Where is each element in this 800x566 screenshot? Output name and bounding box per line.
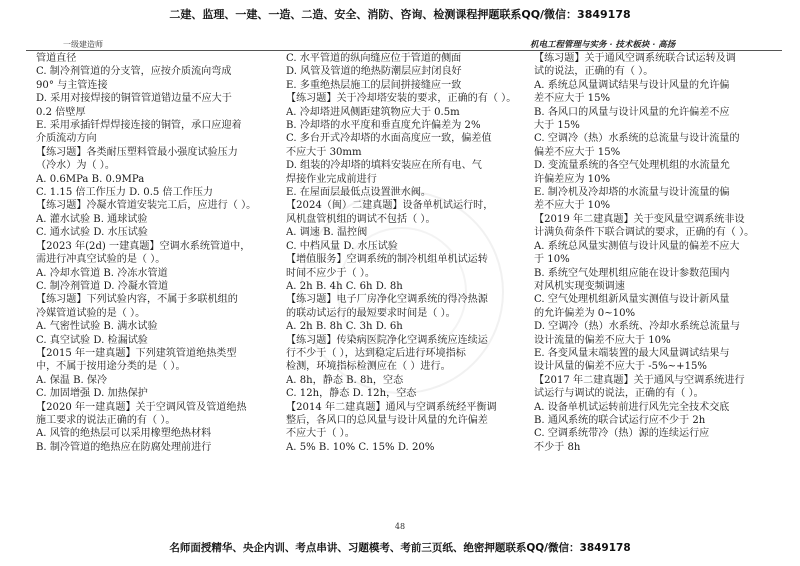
header-rule — [26, 50, 782, 51]
text-line: A. 保温 B. 保冷 — [36, 374, 108, 386]
text-line: 【2017 年二建真题】关于通风与空调系统进行 — [534, 374, 745, 386]
text-line: E. 多重绝热层施工的层间拼接缝应一致 — [286, 79, 462, 91]
text-line: 【2023 年(2d) 一建真题】空调水系统管道中， — [36, 240, 251, 252]
text-line: B. 制冷管道的绝热应在防腐处理前进行 — [36, 441, 212, 453]
text-line: D. 风管及管道的绝热防潮层应封闭良好 — [286, 66, 462, 78]
text-line: D. 采用对接焊接的铜管管道错边量不应大于 — [36, 93, 232, 105]
text-line: 【2024（闽）二建真题】设备单机试运行时， — [286, 200, 494, 212]
header-left-title: 一级建造师 — [63, 40, 103, 49]
text-line: A. 冷却塔进风侧距建筑物应大于 0.5m — [286, 106, 460, 118]
text-line: A. 气密性试验 B. 满水试验 — [36, 321, 158, 333]
text-line: C. 空调冷（热）水系统的总流量与设计流量的 — [534, 133, 740, 145]
text-line: 【练习题】传染病医院净化空调系统应连续运 — [286, 334, 488, 346]
text-line: C. 真空试验 D. 检漏试验 — [36, 334, 148, 346]
text-line: A. 调速 B. 温控阀 — [286, 227, 368, 239]
text-line: 风机盘管机组的调试不包括（ ）。 — [286, 213, 436, 225]
text-line: A. 5% B. 10% C. 15% D. 20% — [286, 441, 435, 453]
text-line: 施工要求的说法正确的有（ ）。 — [36, 414, 176, 426]
text-line: 的允许偏差为 0~10% — [534, 307, 636, 319]
text-line: C. 制冷剂管道的分支管，应按介质流向弯成 — [36, 66, 232, 78]
text-line: 差不应大于 15% — [534, 93, 611, 105]
text-line: 不应大于（ ）。 — [286, 428, 355, 440]
text-line: 中，不属于按用途分类的是（ ）。 — [36, 361, 186, 373]
text-column-2 — [286, 52, 522, 512]
text-line: B. 冷却塔的水平度和垂直度允许偏差为 2% — [286, 120, 481, 132]
text-line: 管道直径 — [36, 53, 77, 64]
text-line: 不少于 8h — [534, 441, 581, 453]
text-line: 差不应大于 10% — [534, 200, 611, 212]
text-line: 设计流量的偏差不应大于 10% — [534, 334, 671, 346]
text-line: A. 系统总风量调试结果与设计风量的允许偏 — [534, 79, 730, 91]
text-line: C. 12h，静态 D. 12h，空态 — [286, 388, 417, 400]
text-line: A. 2h B. 8h C. 3h D. 6h — [286, 321, 403, 333]
text-line: 冷媒管道试验的是（ ）。 — [36, 307, 146, 319]
text-line: A. 灌水试验 B. 通球试验 — [36, 213, 148, 225]
text-line: C. 空气处理机组新风量实测值与设计新风量 — [534, 294, 730, 306]
text-line: C. 中档风量 D. 水压试验 — [286, 240, 398, 252]
text-line: 【2020 年一建真题】关于空调风管及管道绝热 — [36, 401, 247, 413]
text-line: E. 制冷机及冷却塔的水流量与设计流量的偏 — [534, 187, 730, 199]
text-line: 【2019 年二建真题】关于变风量空调系统非设 — [534, 213, 745, 225]
text-line: （冷水）为（ ）。 — [36, 160, 115, 172]
text-line: 的联动试运行的最短要求时间是（ ）。 — [286, 307, 456, 319]
text-line: 不应大于 30mm — [286, 146, 362, 158]
text-line: 许偏差应为 10% — [534, 173, 611, 185]
text-line: C. 多台开式冷却塔的水面高度应一致，偏差值 — [286, 133, 492, 145]
text-line: C. 通水试验 D. 水压试验 — [36, 227, 148, 239]
text-line: A. 2h B. 4h C. 6h D. 8h — [286, 280, 403, 292]
text-line: 【增值服务】空调系统的制冷机组单机试运转 — [286, 254, 488, 266]
text-line: B. 通风系统的联合试运行应不少于 2h — [534, 414, 706, 426]
text-line: C. 加固增强 D. 加热保护 — [36, 388, 148, 400]
text-column-3 — [534, 52, 770, 512]
text-line: 大于 15% — [534, 120, 580, 132]
text-line: 【2015 年一建真题】下列建筑管道绝热类型 — [36, 347, 237, 359]
text-line: A. 8h，静态 B. 8h，空态 — [286, 374, 404, 386]
text-line: C. 空调系统带冷（热）源的连续运行应 — [534, 428, 710, 440]
text-line: E. 采用承插钎焊焊接连接的铜管，承口应迎着 — [36, 120, 242, 132]
text-column-1 — [36, 52, 282, 512]
text-line: 行不少于（ ），达到稳定后进行环境指标 — [286, 347, 466, 359]
top-banner: 二建、监理、一建、一造、二造、安全、消防、咨询、检测课程押题联系QQ/微信：3849178 — [169, 8, 631, 21]
text-line: 偏差不应大于 15% — [534, 146, 621, 158]
text-line: 计满负荷条件下联合调试的要求，正确的有（ ）。 — [534, 227, 755, 239]
text-line: E. 在屋面层最低点设置泄水阀。 — [286, 187, 432, 199]
text-line: 整后，各风口的总风量与设计风量的允许偏差 — [286, 414, 488, 426]
text-line: 焊接作业完成前进行 — [286, 173, 377, 185]
text-line: E. 各变风量末端装置的最大风量调试结果与 — [534, 347, 730, 359]
text-line: A. 系统总风量实测值与设计风量的偏差不应大 — [534, 240, 740, 252]
bottom-banner: 名师面授精华、央企内训、考点串讲、习题模考、考前三页纸、绝密押题联系QQ/微信：3849178 — [169, 542, 631, 554]
text-line: 试的说法，正确的有（ ）。 — [534, 66, 654, 78]
text-line: 检测，环境指标检测应在（ ）进行。 — [286, 361, 451, 373]
text-line: A. 风管的绝热层可以采用橡塑绝热材料 — [36, 428, 212, 440]
text-line: A. 0.6MPa B. 0.9MPa — [36, 173, 145, 185]
text-line: 需进行冲真空试验的是（ ）。 — [36, 254, 166, 266]
text-line: 【练习题】下列试验内容，不属于多联机组的 — [36, 294, 238, 306]
text-line: A. 设备单机试运转前进行风先完全技术交底 — [534, 401, 730, 413]
text-line: B. 系统空气处理机组应能在设计参数范围内 — [534, 267, 730, 279]
text-line: 【2014 年二建真题】通风与空调系统经平衡调 — [286, 401, 497, 413]
text-line: C. 制冷剂管道 D. 冷凝水管道 — [36, 280, 169, 292]
text-line: A. 冷却水管道 B. 冷冻水管道 — [36, 267, 168, 279]
text-line: B. 各风口的风量与设计风量的允许偏差不应 — [534, 106, 730, 118]
header-right-title: 机电工程管理与实务 · 技术板块 · 高扬 — [530, 40, 676, 50]
text-line: C. 水平管道的纵向缝应位于管道的侧面 — [286, 53, 462, 64]
text-line: 对风机实现变频调速 — [534, 280, 625, 292]
text-line: D. 组装的冷却塔的填料安装应在所有电、气 — [286, 160, 482, 172]
page-number: 48 — [394, 522, 406, 531]
text-line: D. 变流量系统的各空气处理机组的水流量允 — [534, 160, 730, 172]
text-line: 于 10% — [534, 254, 570, 266]
text-line: D. 空调冷（热）水系统、冷却水系统总流量与 — [534, 321, 740, 333]
text-line: 【练习题】冷凝水管道安装完工后，应进行（ ）。 — [36, 200, 257, 212]
text-line: 时间不应少于（ ）。 — [286, 267, 376, 279]
text-line: 【练习题】各类耐压塑料管最小强度试验压力 — [36, 146, 238, 158]
text-line: 【练习题】关于通风空调系统联合试运转及调 — [534, 53, 736, 64]
text-line: 0.2 倍壁厚 — [36, 106, 86, 118]
text-line: 试运行与调试的说法，正确的有（ ）。 — [534, 388, 704, 400]
text-line: 【练习题】关于冷却塔安装的要求，正确的有（ ）。 — [286, 93, 517, 105]
text-line: 90° 与主管连接 — [36, 79, 108, 91]
text-line: C. 1.15 倍工作压力 D. 0.5 倍工作压力 — [36, 187, 214, 199]
text-line: 设计风量的偏差不应大于 -5%~+15% — [534, 361, 708, 373]
text-line: 介质流动方向 — [36, 133, 97, 145]
text-line: 【练习题】电子厂房净化空调系统的得冷热源 — [286, 294, 488, 306]
